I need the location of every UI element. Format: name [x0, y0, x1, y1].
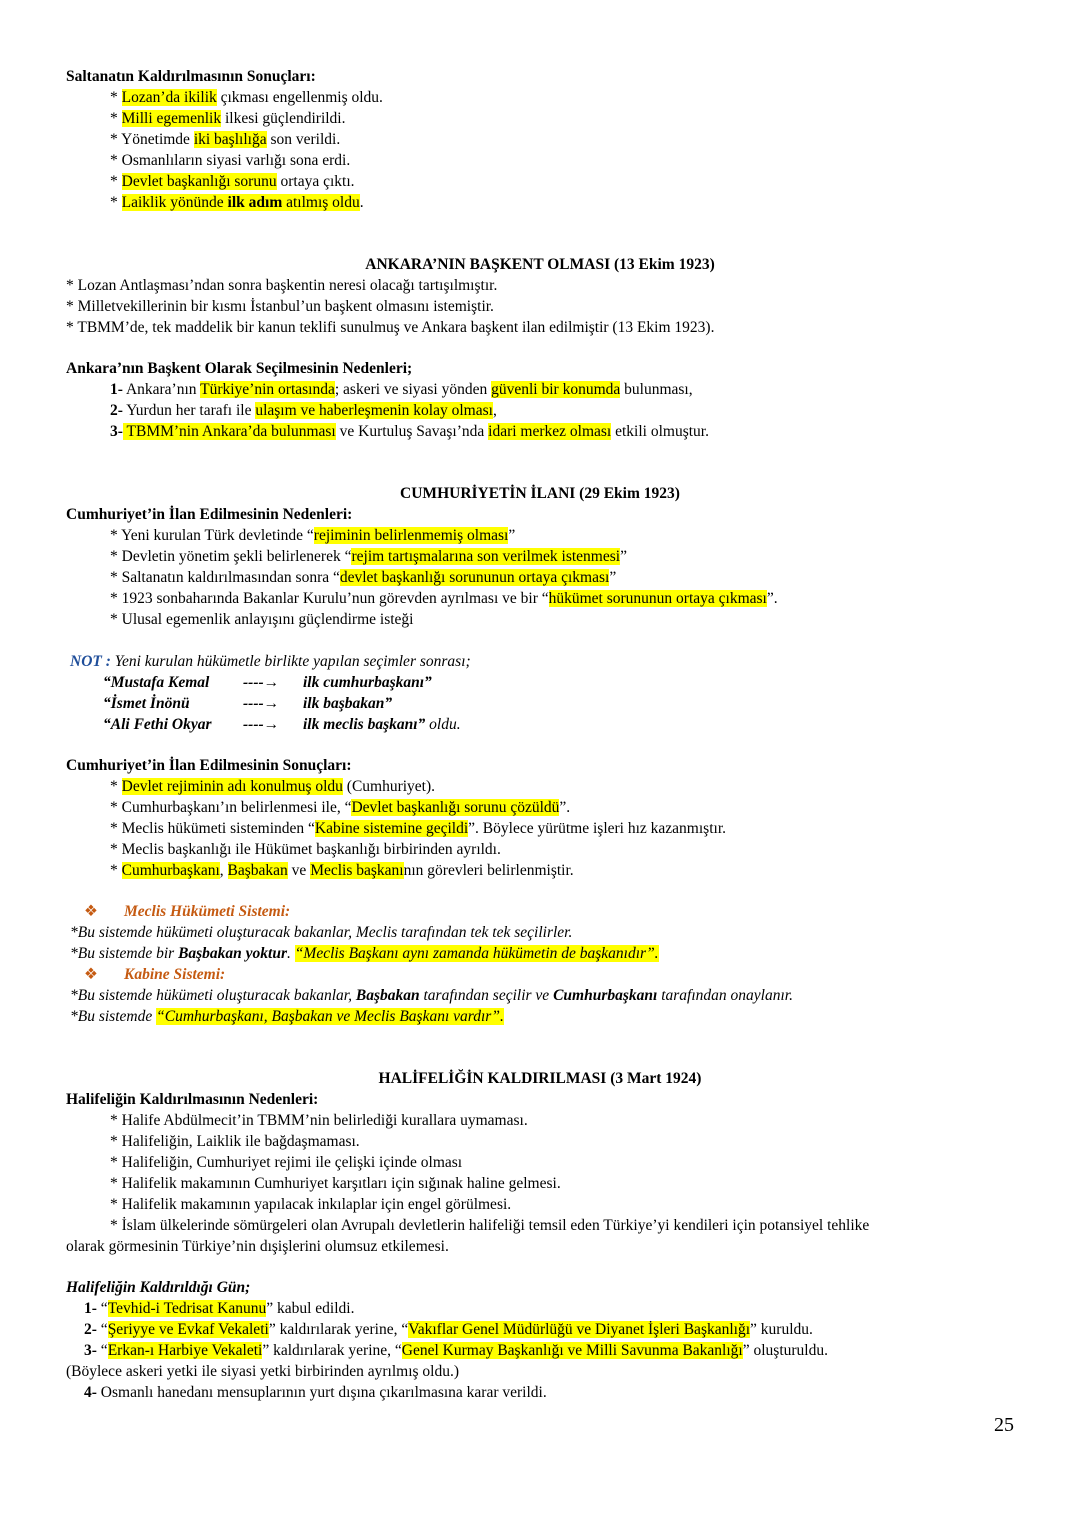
cumhuriyet-results-heading: Cumhuriyet’in İlan Edilmesinin Sonuçları:: [66, 757, 352, 774]
list-item: * Milli egemenlik ilkesi güçlendirildi.: [110, 110, 346, 127]
list-item: * Halifeliğin, Laiklik ile bağdaşmaması.: [110, 1133, 360, 1150]
list-item-continuation: olarak görmesinin Türkiye’nin dışişlerini olumsuz etkilemesi.: [66, 1238, 449, 1255]
list-item: * Ulusal egemenlik anlayışını güçlendirme isteği: [110, 611, 414, 628]
meclis-system-line: *Bu sistemde bir Başbakan yoktur. “Meclis Başkanı aynı zamanda hükümetin de başkanıdır”.: [70, 945, 659, 962]
halifelik-day-item: 1- “Tevhid-i Tedrisat Kanunu” kabul edildi.: [84, 1300, 355, 1317]
list-item: * Devlet başkanlığı sorunu ortaya çıktı.: [110, 173, 355, 190]
list-item: * Laiklik yönünde ilk adım atılmış oldu.: [110, 194, 364, 211]
list-item: * 1923 sonbaharında Bakanlar Kurulu’nun görevden ayrılması ve bir “hükümet sorununun ortaya çıkması”.: [110, 590, 778, 607]
saltanat-heading: Saltanatın Kaldırılmasının Sonuçları:: [66, 68, 316, 85]
list-item: * Lozan’da ikilik çıkması engellenmiş oldu.: [110, 89, 383, 106]
meclis-system-line: *Bu sistemde hükümeti oluşturacak bakanlar, Meclis tarafından tek tek seçilirler.: [70, 924, 573, 941]
cumhuriyet-reasons-heading: Cumhuriyet’in İlan Edilmesinin Nedenleri:: [66, 506, 353, 523]
list-item: * Meclis başkanlığı ile Hükümet başkanlığı birbirinden ayrıldı.: [110, 841, 501, 858]
list-item: * Cumhurbaşkanı’ın belirlenmesi ile, “Devlet başkanlığı sorunu çözüldü”.: [110, 799, 571, 816]
note-row: “Ali Fethi Okyar ----→ ilk meclis başkanı” oldu.: [103, 716, 461, 733]
halifelik-day-item: 3- “Erkan-ı Harbiye Vekaleti” kaldırılarak yerine, “Genel Kurmay Başkanlığı ve Milli Savunma Bakanlığı” oluşturuldu.: [84, 1342, 828, 1359]
page-number: 25: [994, 1414, 1014, 1436]
list-item: * Halifelik makamının yapılacak inkılaplar için engel görülmesi.: [110, 1196, 512, 1213]
list-item: * Saltanatın kaldırılmasından sonra “devlet başkanlığı sorununun ortaya çıkması”: [110, 569, 617, 586]
note-row: “İsmet İnönü ----→ ilk başbakan”: [103, 695, 393, 712]
list-item: * Cumhurbaşkanı, Başbakan ve Meclis başkanının görevleri belirlenmiştir.: [110, 862, 574, 879]
list-item: * Devlet rejiminin adı konulmuş oldu (Cumhuriyet).: [110, 778, 436, 795]
ankara-line: * Lozan Antlaşması’ndan sonra başkentin neresi olacağı tartışılmıştır.: [66, 277, 498, 294]
list-item: * Halifelik makamının Cumhuriyet karşıtları için sığınak haline gelmesi.: [110, 1175, 561, 1192]
ankara-title: ANKARA’NIN BAŞKENT OLMASI (13 Ekim 1923): [365, 256, 715, 273]
diamond-bullet-icon: ❖: [84, 966, 98, 983]
halifelik-reasons-heading: Halifeliğin Kaldırılmasının Nedenleri:: [66, 1091, 319, 1108]
kabine-system-line: *Bu sistemde “Cumhurbaşkanı, Başbakan ve Meclis Başkanı vardır”.: [70, 1008, 504, 1025]
list-item: * Halife Abdülmecit’in TBMM’nin belirlediği kurallara uymaması.: [110, 1112, 528, 1129]
list-item: * Yeni kurulan Türk devletinde “rejiminin belirlenmemiş olması”: [110, 527, 516, 544]
ankara-reason-2: 2- Yurdun her tarafı ile ulaşım ve haberleşmenin kolay olması,: [110, 402, 497, 419]
ankara-line: * TBMM’de, tek maddelik bir kanun teklifi sunulmuş ve Ankara başkent ilan edilmiştir (13 Ekim 1923).: [66, 319, 715, 336]
note-row: “Mustafa Kemal ----→ ilk cumhurbaşkanı”: [103, 674, 432, 691]
list-item: * Osmanlıların siyasi varlığı sona erdi.: [110, 152, 351, 169]
halifelik-title: HALİFELİĞİN KALDIRILMASI (3 Mart 1924): [378, 1070, 702, 1087]
meclis-system-title: ❖ Meclis Hükümeti Sistemi:: [84, 903, 291, 920]
note-line: NOT : Yeni kurulan hükümetle birlikte yapılan seçimler sonrası;: [70, 653, 471, 670]
list-item: * İslam ülkelerinde sömürgeleri olan Avrupalı devletlerin halifeliği temsil eden Türkiye’yi kendileri için potansiyel tehlike: [110, 1217, 870, 1234]
kabine-system-title: ❖ Kabine Sistemi:: [84, 966, 226, 983]
halifelik-day-heading: Halifeliğin Kaldırıldığı Gün;: [66, 1279, 251, 1296]
ankara-reason-1: 1- Ankara’nın Türkiye’nin ortasında; askeri ve siyasi yönden güvenli bir konumda bulunması,: [110, 381, 693, 398]
halifelik-day-continuation: (Böylece askeri yetki ile siyasi yetki birbirinden ayrılmış oldu.): [66, 1363, 460, 1380]
list-item: * Meclis hükümeti sisteminden “Kabine sistemine geçildi”. Böylece yürütme işleri hız kazanmıştır.: [110, 820, 726, 837]
ankara-reasons-heading: Ankara’nın Başkent Olarak Seçilmesinin Nedenleri;: [66, 360, 413, 377]
halifelik-day-item: 4- Osmanlı hanedanı mensuplarının yurt dışına çıkarılmasına karar verildi.: [84, 1384, 547, 1401]
halifelik-day-item: 2- “Şeriyye ve Evkaf Vekaleti” kaldırılarak yerine, “Vakıflar Genel Müdürlüğü ve Diyanet İşleri Başkanlığı” kuruldu.: [84, 1321, 813, 1338]
list-item: * Devletin yönetim şekli belirlenerek “rejim tartışmalarına son verilmek istenmesi”: [110, 548, 627, 565]
cumhuriyet-title: CUMHURİYETİN İLANI (29 Ekim 1923): [400, 485, 680, 502]
ankara-reason-3: 3- TBMM’nin Ankara’da bulunması ve Kurtuluş Savaşı’nda idari merkez olması etkili olmuştur.: [110, 423, 709, 440]
list-item: * Yönetimde iki başlılığa son verildi.: [110, 131, 341, 148]
diamond-bullet-icon: ❖: [84, 903, 98, 920]
ankara-line: * Milletvekillerinin bir kısmı İstanbul’un başkent olmasını istemiştir.: [66, 298, 494, 315]
list-item: * Halifeliğin, Cumhuriyet rejimi ile çelişki içinde olması: [110, 1154, 463, 1171]
kabine-system-line: *Bu sistemde hükümeti oluşturacak bakanlar, Başbakan tarafından seçilir ve Cumhurbaşkanı tarafından onaylanır.: [70, 987, 793, 1004]
